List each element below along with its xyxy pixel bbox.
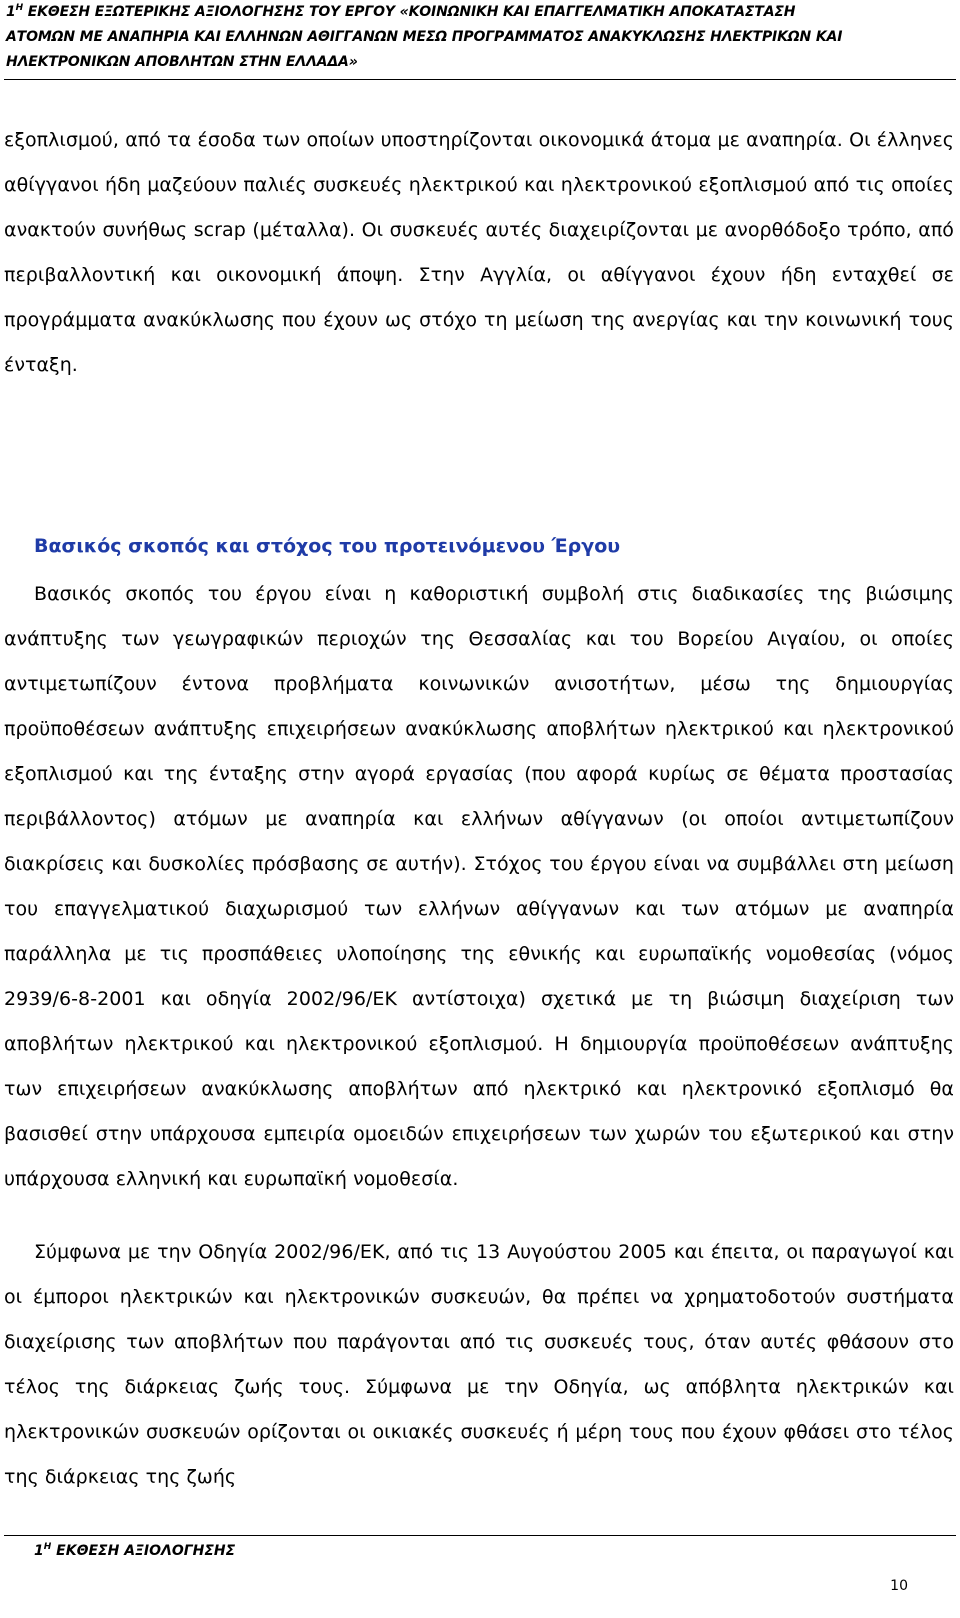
header-ordinal-suffix: Η <box>15 3 23 13</box>
header-title-line-1: ΕΚΘΕΣΗ ΕΞΩΤΕΡΙΚΗΣ ΑΞΙΟΛΟΓΗΣΗΣ ΤΟΥ ΕΡΓΟΥ «ΚΟΙΝΩΝΙΚΗ ΚΑΙ ΕΠΑΓΓΕΛΜΑΤΙΚΗ ΑΠΟΚΑΤΑΣΤΑΣΗ <box>22 4 796 20</box>
footer-title-text: ΕΚΘΕΣΗ ΑΞΙΟΛΟΓΗΣΗΣ <box>51 1543 236 1559</box>
header-ordinal-number: 1 <box>6 4 16 20</box>
footer-ordinal-suffix: Η <box>43 1542 52 1552</box>
page-header <box>6 0 954 75</box>
header-divider <box>4 79 956 80</box>
section-heading: Βασικός σκοπός και στόχος του προτεινόμενου Έργου <box>34 535 621 557</box>
footer-title <box>34 1541 235 1561</box>
page-number: 10 <box>890 1578 908 1594</box>
header-line-2: ΑΤΟΜΩΝ ΜΕ ΑΝΑΠΗΡΙΑ ΚΑΙ ΕΛΛΗΝΩΝ ΑΘΙΓΓΑΝΩΝ ΜΕΣΩ ΠΡΟΓΡΑΜΜΑΤΟΣ ΑΝΑΚΥΚΛΩΣΗΣ ΗΛΕΚΤΡΙΚΩΝ ΚΑΙ <box>6 29 843 45</box>
paragraph-purpose: Βασικός σκοπός του έργου είναι η καθοριστική συμβολή στις διαδικασίες της βιώσιμης ανάπτυξης των γεωγραφικών περιοχών της Θεσσαλίας και του Βορείου Αιγαίου, οι οποίες αντιμετωπίζουν έντονα προβλήματα κοινωνικών ανισοτήτων, μέσω της δημιουργίας προϋποθέσεων ανάπτυξης επιχειρήσεων ανακύκλωσης αποβλήτων ηλεκτρικού και ηλεκτρονικού εξοπλισμού και της ένταξης στην αγορά εργασίας (που αφορά κυρίως σε θέματα προστασίας περιβάλλοντος) ατόμων με αναπηρία και ελλήνων αθίγγανων (οι οποίοι αντιμετωπίζουν διακρίσεις και δυσκολίες πρόσβασης σε αυτήν). Στόχος του έργου είναι να συμβάλλει στη μείωση του επαγγελματικού διαχωρισμού των ελλήνων αθίγγανων και των ατόμων με αναπηρία παράλληλα με τις προσπάθειες υλοποίησης της εθνικής και ευρωπαϊκής νομοθεσίας (νόμος 2939/6-8-2001 και οδηγία 2002/96/ΕΚ αντίστοιχα) σχετικά με τη βιώσιμη διαχείριση των αποβλήτων ηλεκτρικού και ηλεκτρονικού εξοπλισμού. Η δημιουργία προϋποθέσεων ανάπτυξης των επιχειρήσεων ανακύκλωσης αποβλήτων από ηλεκτρικό και ηλεκτρονικό εξοπλισμό θα βασισθεί στην υπάρχουσα εμπειρία ομοειδών επιχειρήσεων των χωρών του εξωτερικού και στην υπάρχουσα ελληνική και ευρωπαϊκή νομοθεσία. <box>4 583 954 1190</box>
header-line-3: ΗΛΕΚΤΡΟΝΙΚΩΝ ΑΠΟΒΛΗΤΩΝ ΣΤΗΝ ΕΛΛΑΔΑ» <box>6 54 358 70</box>
footer-divider <box>4 1535 956 1536</box>
header-line-1 <box>6 0 954 25</box>
footer-ordinal-number: 1 <box>34 1543 44 1559</box>
paragraph-directive: Σύμφωνα με την Οδηγία 2002/96/ΕΚ, από τις 13 Αυγούστου 2005 και έπειτα, οι παραγωγοί και οι έμποροι ηλεκτρικών και ηλεκτρονικών συσκευών, θα πρέπει να χρηματοδοτούν συστήματα διαχείρισης των αποβλήτων που παράγονται από τις συσκευές τους, όταν αυτές φθάσουν στο τέλος της διάρκειας ζωής τους. Σύμφωνα με την Οδηγία, ως απόβλητα ηλεκτρικών και ηλεκτρονικών συσκευών ορίζονται οι οικιακές συσκευές ή μέρη τους που έχουν φθάσει στο τέλος της διάρκειας της ζωής <box>4 1241 954 1488</box>
paragraph-continued: εξοπλισμού, από τα έσοδα των οποίων υποστηρίζονται οικονομικά άτομα με αναπηρία. Οι έλληνες αθίγγανοι ήδη μαζεύουν παλιές συσκευές ηλεκτρικού και ηλεκτρονικού εξοπλισμού από τις οποίες ανακτούν συνήθως scrap (μέταλλα). Οι συσκευές αυτές διαχειρίζονται με ανορθόδοξο τρόπο, από περιβαλλοντική και οικονομική άποψη. Στην Αγγλία, οι αθίγγανοι έχουν ήδη ενταχθεί σε προγράμματα ανακύκλωσης που έχουν ως στόχο τη μείωση της ανεργίας και την κοινωνική τους ένταξη. <box>4 129 954 376</box>
